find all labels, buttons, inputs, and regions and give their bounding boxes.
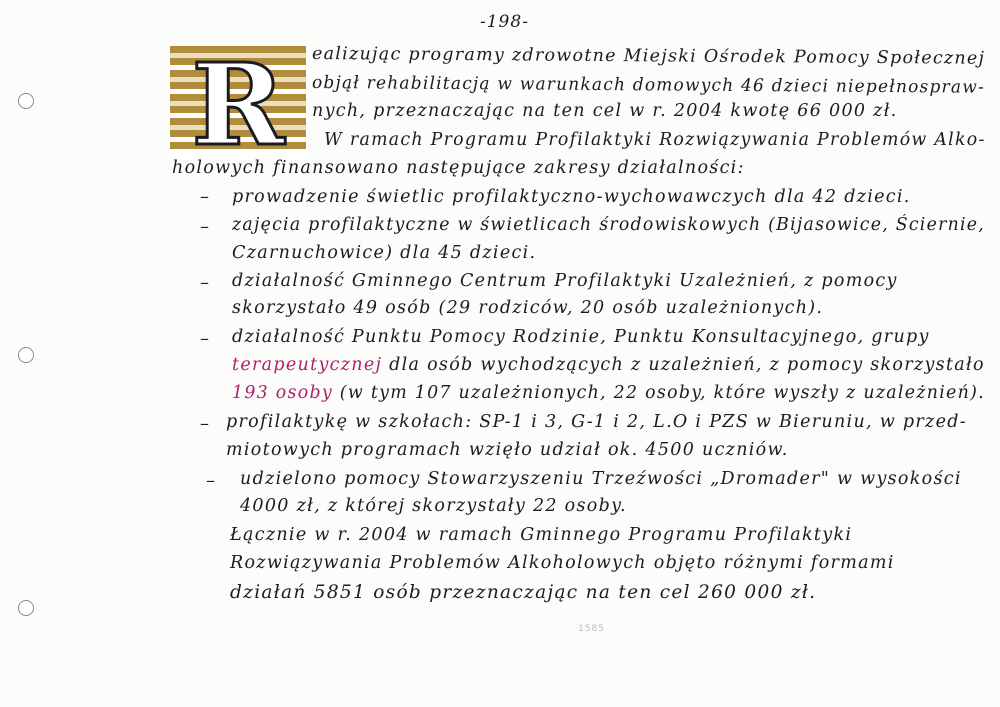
item6-line2: 4000 zł, z której skorzystały 22 osoby.	[240, 496, 627, 516]
item5-line2: miotowych programach wzięło udział ok. 4500 uczniów.	[226, 440, 789, 460]
summary-line3: działań 5851 osób przeznaczając na ten cel 260 000 zł.	[230, 582, 817, 603]
list-dash: –	[200, 413, 209, 434]
list-dash: –	[200, 272, 209, 293]
paragraph1-line1: ealizując programy zdrowotne Miejski Ośrodek Pomocy Społecznej	[311, 44, 986, 69]
item3-line2: skorzystało 49 osób (29 rodziców, 20 osób uzależnionych).	[232, 298, 824, 318]
item2-line2: Czarnuchowice) dla 45 dzieci.	[232, 243, 537, 263]
item3-line1: działalność Gminnego Centrum Profilaktyki Uzależnień, z pomocy	[232, 271, 898, 291]
list-dash: –	[200, 328, 209, 349]
item2-line1: zajęcia profilaktyczne w świetlicach środowiskowych (Bijasowice, Ściernie,	[232, 215, 986, 235]
item4-line2-rest: dla osób wychodzących z uzależnień, z pomocy skorzystało	[382, 355, 985, 375]
page-number: -198-	[480, 12, 529, 32]
punch-hole-top	[18, 93, 34, 109]
initial-letter: R	[191, 42, 285, 160]
summary-line2: Rozwiązywania Problemów Alkoholowych objęto różnymi formami	[230, 553, 895, 573]
item6-line1: udzielono pomocy Stowarzyszeniu Trzeźwości „Dromader" w wysokości	[240, 469, 962, 489]
summary-line1: Łącznie w r. 2004 w ramach Gminnego Programu Profilaktyki	[230, 525, 853, 545]
item1-line1: prowadzenie świetlic profilaktyczno-wychowawczych dla 42 dzieci.	[232, 187, 911, 207]
paragraph1-line3: nych, przeznaczając na ten cel w r. 2004 kwotę 66 000 zł.	[312, 101, 898, 121]
item4-line3-rest: (w tym 107 uzależnionych, 22 osoby, które wyszły z uzależnień).	[332, 383, 985, 403]
item4-line1: działalność Punktu Pomocy Rodzinie, Punktu Konsultacyjnego, grupy	[232, 327, 930, 347]
paragraph2-line1: W ramach Programu Profilaktyki Rozwiązywania Problemów Alko-	[324, 130, 986, 150]
list-dash: –	[200, 216, 209, 237]
item4-line3	[232, 383, 985, 403]
item5-line1: profilaktykę w szkołach: SP-1 i 3, G-1 i 2, L.O i PZS w Bieruniu, w przed-	[226, 412, 967, 432]
paragraph1-line2: objął rehabilitacją w warunkach domowych 46 dzieci niepełnospraw-	[311, 73, 986, 98]
item4-line2-highlight: terapeutycznej	[232, 355, 383, 375]
punch-hole-bottom	[18, 600, 34, 616]
list-dash: –	[200, 186, 209, 207]
list-dash: –	[206, 470, 215, 491]
paragraph2-line2: holowych finansowano następujące zakresy działalności:	[172, 158, 745, 178]
item4-line2	[232, 355, 985, 375]
punch-hole-middle	[18, 347, 34, 363]
item4-line3-highlight: 193 osoby	[232, 383, 333, 403]
decorative-initial	[168, 42, 308, 160]
archive-stamp: 1585	[578, 624, 605, 634]
